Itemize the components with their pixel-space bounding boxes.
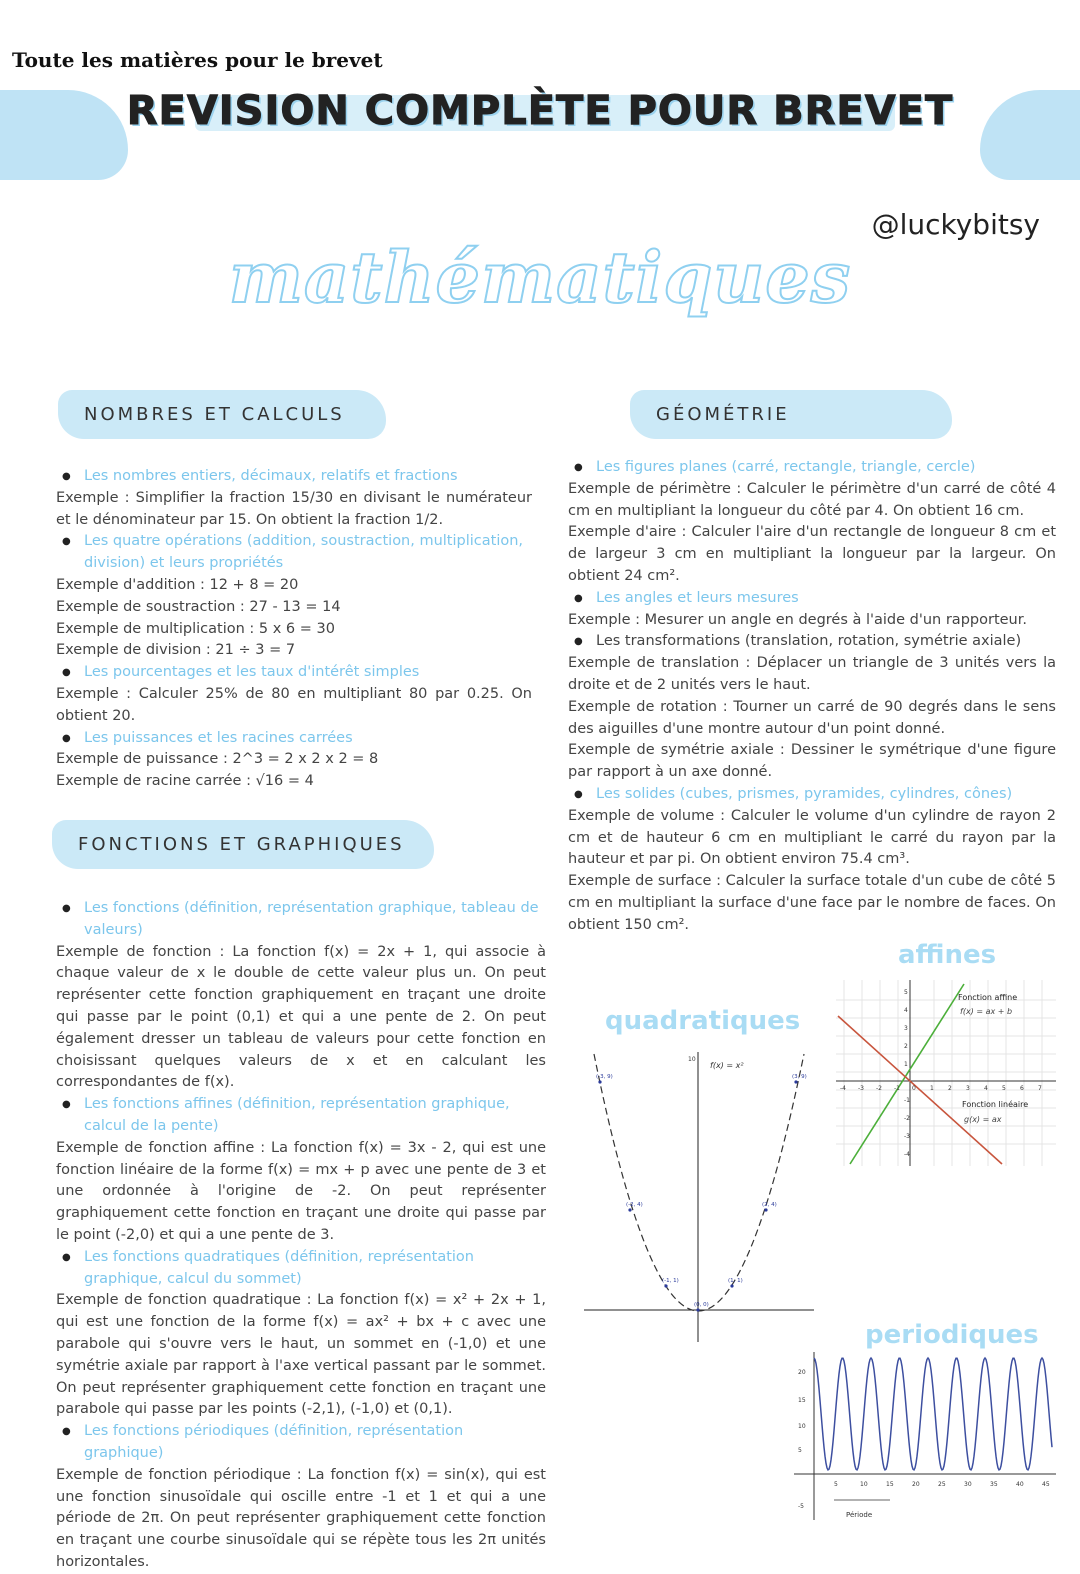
parabola-point-label: (0, 0) — [694, 1302, 709, 1308]
topic-bullet: ● Les nombres entiers, décimaux, relatifs et fractions — [56, 466, 532, 488]
author-handle: @luckybitsy — [871, 208, 1040, 241]
affine-formula: f(x) = ax + b — [960, 1007, 1013, 1016]
graph-title-affines: affines — [898, 940, 997, 970]
linear-formula: g(x) = ax — [964, 1115, 1002, 1124]
parabola-point-label: (3, 9) — [792, 1074, 807, 1080]
subject-title: mathématiques — [228, 236, 852, 319]
parabola-point — [730, 1284, 733, 1287]
period-x-tick-label: 15 — [886, 1481, 894, 1488]
period-y-tick-label: 5 — [798, 1447, 802, 1454]
affine-y-tick-label: 2 — [904, 1043, 908, 1050]
quad-y-top-label: 10 — [688, 1056, 696, 1063]
period-x-tick-label: 20 — [912, 1481, 920, 1488]
parabola-point-label: (2, 4) — [762, 1202, 777, 1208]
section-heading-fonctions: FONCTIONS ET GRAPHIQUES — [52, 820, 434, 869]
example-text: Exemple de soustraction : 27 - 13 = 14 — [56, 598, 341, 615]
period-x-tick-label: 10 — [860, 1481, 868, 1488]
affine-x-tick-label: -3 — [858, 1085, 864, 1092]
parabola-point — [764, 1208, 767, 1211]
section-geometrie-body — [568, 457, 1056, 937]
period-x-tick-label: 30 — [964, 1481, 972, 1488]
parabola-point — [696, 1308, 699, 1311]
page-top-title: Toute les matières pour le brevet — [12, 48, 383, 72]
affine-y-tick-label: 3 — [904, 1025, 908, 1032]
parabola-point-label: (1, 1) — [728, 1278, 743, 1284]
period-y-tick-label: -5 — [798, 1503, 804, 1510]
period-y-tick-label: 20 — [798, 1369, 806, 1376]
affine-y-tick-label: -2 — [904, 1115, 910, 1122]
example-text: Exemple de multiplication : 5 x 6 = 30 — [56, 620, 335, 637]
topic-bullet: ● Les solides (cubes, prismes, pyramides, cylindres, cônes) — [568, 784, 1056, 806]
affine-x-tick-label: 1 — [930, 1085, 934, 1092]
affine-y-tick-label: -4 — [904, 1151, 910, 1158]
period-label: Période — [846, 1511, 873, 1519]
example-text: Exemple : Mesurer un angle en degrés à l'aide d'un rapporteur. — [568, 611, 1027, 628]
example-text: Exemple de rotation : Tourner un carré de 90 degrés dans le sens des aiguilles d'une montre autour d'un point donné. — [568, 698, 1056, 737]
affine-x-tick-label: 2 — [948, 1085, 952, 1092]
affine-x-tick-label: 7 — [1038, 1085, 1042, 1092]
parabola-point — [628, 1208, 631, 1211]
period-x-tick-label: 5 — [834, 1481, 838, 1488]
example-text: Exemple : Calculer 25% de 80 en multipliant 80 par 0.25. On obtient 20. — [56, 685, 532, 724]
period-x-tick-label: 35 — [990, 1481, 998, 1488]
affine-x-tick-label: -4 — [840, 1085, 846, 1092]
linear-legend: Fonction linéaire — [962, 1100, 1029, 1109]
affine-y-tick-label: 1 — [904, 1061, 908, 1068]
affine-graph — [836, 980, 1056, 1166]
affine-y-tick-label: 4 — [904, 1007, 908, 1014]
topic-bullet: ● Les fonctions périodiques (définition, représentation graphique) — [56, 1421, 546, 1465]
example-text: Exemple de volume : Calculer le volume d'un cylindre de rayon 2 cm et de hauteur 6 cm en multipliant le carré du rayon par la hauteur et par pi. On obtient environ 75.4 cm³. — [568, 807, 1056, 868]
topic-bullet: ● Les angles et leurs mesures — [568, 588, 1056, 610]
affine-x-tick-label: 6 — [1020, 1085, 1024, 1092]
topic-bullet: ● Les transformations (translation, rotation, symétrie axiale) — [568, 631, 1056, 653]
topic-bullet: ● Les pourcentages et les taux d'intérêt simples — [56, 662, 532, 684]
affine-y-tick-label: 5 — [904, 989, 908, 996]
periodic-graph — [794, 1352, 1056, 1522]
affine-x-tick-label: 5 — [1002, 1085, 1006, 1092]
section-heading-geometrie: GÉOMÉTRIE — [630, 390, 952, 439]
topic-bullet: ● Les figures planes (carré, rectangle, triangle, cercle) — [568, 457, 1056, 479]
example-text: Exemple de fonction quadratique : La fonction f(x) = x² + 2x + 1, qui est une fonction de la forme f(x) = ax² + bx + c avec une parabole qui s'ouvre vers le haut, un sommet en (-1,0) et une symétrie axiale par rapport à l'axe vertical passant par le sommet. On peut représenter graphiquement cette fonction en traçant une parabole qui passe par les points (-2,1), (-1,0) et (0,1). — [56, 1292, 546, 1418]
example-text: Exemple de fonction : La fonction f(x) = 2x + 1, qui associe à chaque valeur de x le double de cette valeur plus un. On peut représenter cette fonction graphiquement en traçant une droite qui passe par le point (0,1) et qui a une pente de 2. On peut également dresser un tableau de valeurs pour cette fonction en choisissant quelques valeurs de x et en calculant les correspondantes de f(x). — [56, 943, 546, 1091]
affine-x-tick-label: 3 — [966, 1085, 970, 1092]
graph-title-quadratiques: quadratiques — [605, 1006, 801, 1036]
affine-legend: Fonction affine — [958, 993, 1018, 1002]
example-text: Exemple de fonction périodique : La fonction f(x) = sin(x), qui est une fonction sinusoïdale qui oscille entre -1 et 1 et qui a une période de 2π. On peut représenter graphiquement cette fonction en traçant une courbe sinusoïdale qui se répète tous les 2π unités horizontales. — [56, 1466, 546, 1570]
parabola-point — [794, 1080, 797, 1083]
parabola-point-label: (-3, 9) — [596, 1074, 613, 1080]
period-x-tick-label: 25 — [938, 1481, 946, 1488]
example-text: Exemple de racine carrée : √16 = 4 — [56, 773, 314, 790]
example-text: Exemple d'addition : 12 + 8 = 20 — [56, 576, 299, 593]
example-text: Exemple de symétrie axiale : Dessiner le symétrique d'une figure par rapport à un axe donné. — [568, 742, 1056, 781]
topic-bullet: ● Les puissances et les racines carrées — [56, 728, 532, 750]
affine-x-tick-label: 4 — [984, 1085, 988, 1092]
parabola-point — [598, 1080, 601, 1083]
quadratic-graph — [584, 1048, 814, 1344]
topic-bullet: ● Les fonctions quadratiques (définition, représentation graphique, calcul du sommet) — [56, 1247, 546, 1291]
parabola-point-label: (-1, 1) — [662, 1278, 679, 1284]
affine-x-tick-label: -2 — [876, 1085, 882, 1092]
topic-bullet: ● Les fonctions (définition, représentation graphique, tableau de valeurs) — [56, 898, 546, 942]
affine-x-tick-label: -1 — [894, 1085, 900, 1092]
main-title: REVISION COMPLÈTE POUR BREVET — [126, 88, 954, 134]
section-heading-nombres: NOMBRES ET CALCULS — [58, 390, 386, 439]
example-text: Exemple d'aire : Calculer l'aire d'un rectangle de longueur 8 cm et de largeur 3 cm en multipliant la longueur par la largeur. On obtient 24 cm². — [568, 524, 1056, 584]
affine-y-tick-label: -3 — [904, 1133, 910, 1140]
sine-curve — [814, 1358, 1052, 1470]
period-x-tick-label: 45 — [1042, 1481, 1050, 1488]
parabola-point-label: (-2, 4) — [626, 1202, 643, 1208]
example-text: Exemple de surface : Calculer la surface totale d'un cube de côté 5 cm en multipliant la surface d'une face par le nombre de faces. On obtient 150 cm². — [568, 873, 1056, 933]
section-fonctions-body — [56, 898, 546, 1574]
affine-y-tick-label: -1 — [904, 1097, 910, 1104]
graph-title-periodiques: periodiques — [865, 1320, 1039, 1350]
example-text: Exemple de translation : Déplacer un triangle de 3 unités vers la droite et de 2 unités vers le haut. — [568, 655, 1056, 693]
example-text: Exemple de fonction affine : La fonction f(x) = 3x - 2, qui est une fonction linéaire de la forme f(x) = mx + p avec une pente de 3 et une ordonnée à l'origine de -2. On peut représenter graphiquement cette fonction en traçant une droite qui passe par le point (-2,0) et qui a une pente de 3. — [56, 1139, 546, 1243]
parabola-curve — [594, 1054, 804, 1311]
period-y-tick-label: 10 — [798, 1423, 806, 1430]
section-nombres-body — [56, 466, 532, 793]
example-text: Exemple de périmètre : Calculer le périmètre d'un carré de côté 4 cm en multipliant la longueur du côté par 4. On obtient 16 cm. — [568, 480, 1056, 519]
example-text: Exemple : Simplifier la fraction 15/30 en divisant le numérateur et le dénominateur par 15. On obtient la fraction 1/2. — [56, 489, 532, 528]
quad-formula: f(x) = x² — [710, 1061, 744, 1070]
topic-bullet: ● Les fonctions affines (définition, représentation graphique, calcul de la pente) — [56, 1094, 546, 1138]
parabola-point — [664, 1284, 667, 1287]
period-x-tick-label: 40 — [1016, 1481, 1024, 1488]
example-text: Exemple de division : 21 ÷ 3 = 7 — [56, 642, 296, 659]
example-text: Exemple de puissance : 2^3 = 2 x 2 x 2 = 8 — [56, 751, 379, 768]
affine-x-tick-label: 0 — [912, 1085, 916, 1092]
topic-bullet: ● Les quatre opérations (addition, soustraction, multiplication, division) et leurs propriétés — [56, 531, 532, 575]
period-y-tick-label: 15 — [798, 1397, 806, 1404]
